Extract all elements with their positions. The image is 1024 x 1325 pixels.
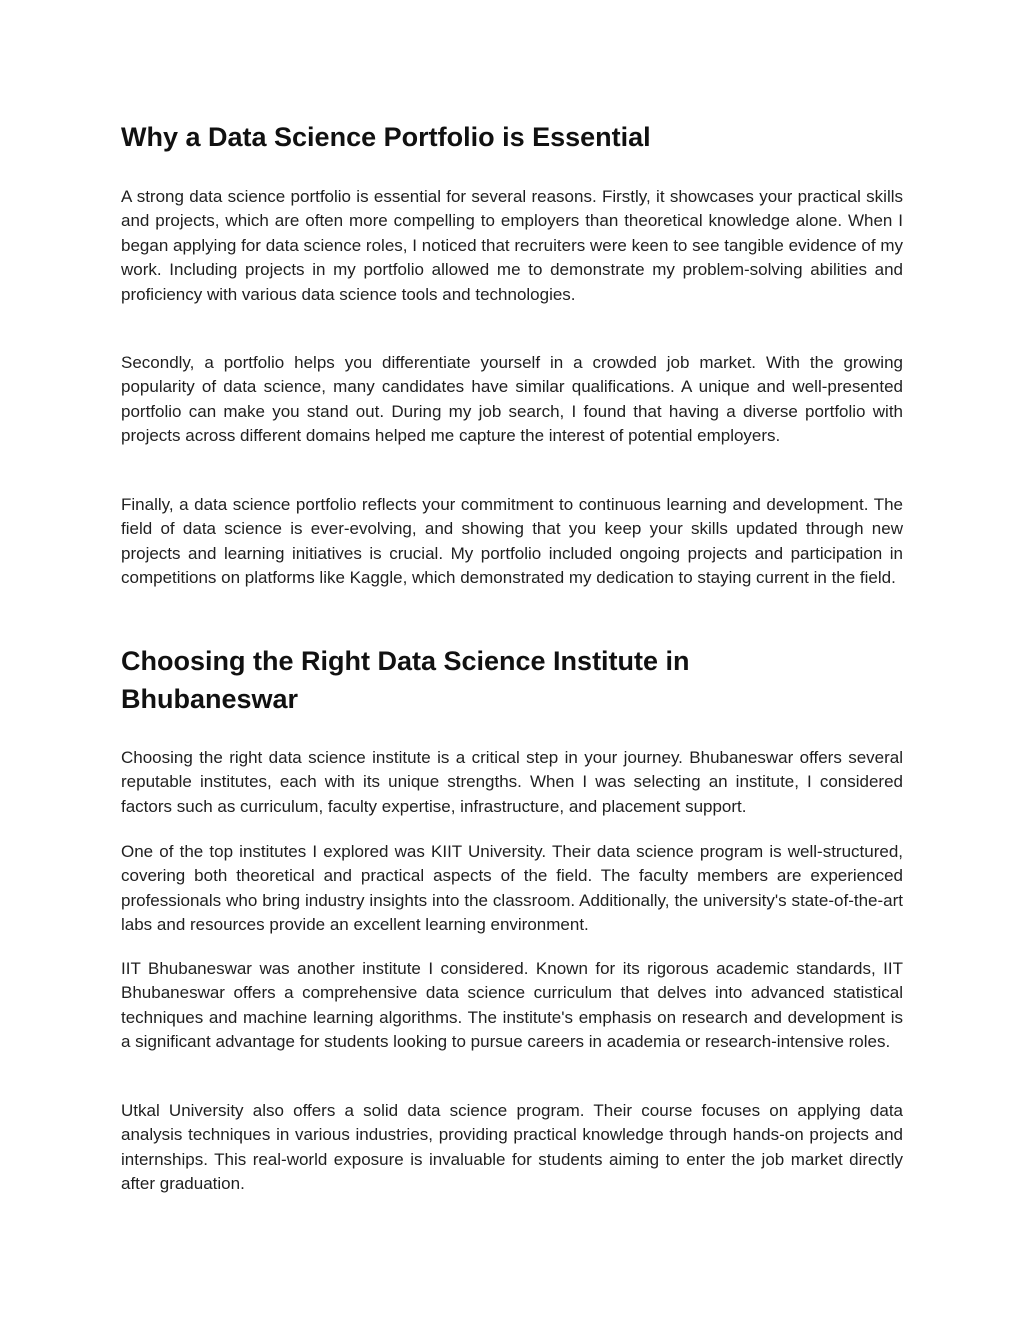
paragraph: Secondly, a portfolio helps you differentiate yourself in a crowded job market. With the growing popularity of data science, many candidates have similar qualifications. A unique and well-presented portfolio can make you stand out. During my job search, I found that having a diverse portfolio with projects across different domains helped me capture the interest of potential employers. [121, 353, 903, 446]
paragraph: A strong data science portfolio is essential for several reasons. Firstly, it showcases your practical skills and projects, which are often more compelling to employers than theoretical knowledge alone. When I began applying for data science roles, I noticed that recruiters were keen to see tangible evidence of my work. Including projects in my portfolio allowed me to demonstrate my problem-solving abilities and proficiency with various data science tools and technologies. [121, 187, 903, 304]
section-heading-institute: Choosing the Right Data Science Institute in Bhubaneswar [121, 646, 690, 714]
section-heading-portfolio: Why a Data Science Portfolio is Essential [121, 122, 651, 152]
paragraph: IIT Bhubaneswar was another institute I considered. Known for its rigorous academic standards, IIT Bhubaneswar offers a comprehensive data science curriculum that delves into advanced statistical techniques and machine learning algorithms. The institute's emphasis on research and development is a significant advantage for students looking to pursue careers in academia or research-intensive roles. [121, 959, 903, 1052]
paragraph: Choosing the right data science institute is a critical step in your journey. Bhubaneswar offers several reputable institutes, each with its unique strengths. When I was selecting an institute, I considered factors such as curriculum, faculty expertise, infrastructure, and placement support. [121, 748, 903, 816]
paragraph: Finally, a data science portfolio reflects your commitment to continuous learning and development. The field of data science is ever-evolving, and showing that you keep your skills updated through new projects and learning initiatives is crucial. My portfolio included ongoing projects and participation in competitions on platforms like Kaggle, which demonstrated my dedication to staying current in the field. [121, 495, 903, 588]
paragraph: Utkal University also offers a solid data science program. Their course focuses on applying data analysis techniques in various industries, providing practical knowledge through hands-on projects and internships. This real-world exposure is invaluable for students aiming to enter the job market directly after graduation. [121, 1101, 903, 1194]
paragraph: One of the top institutes I explored was KIIT University. Their data science program is well-structured, covering both theoretical and practical aspects of the field. The faculty members are experienced professionals who bring industry insights into the classroom. Additionally, the university's state-of-the-art labs and resources provide an excellent learning environment. [121, 842, 903, 935]
